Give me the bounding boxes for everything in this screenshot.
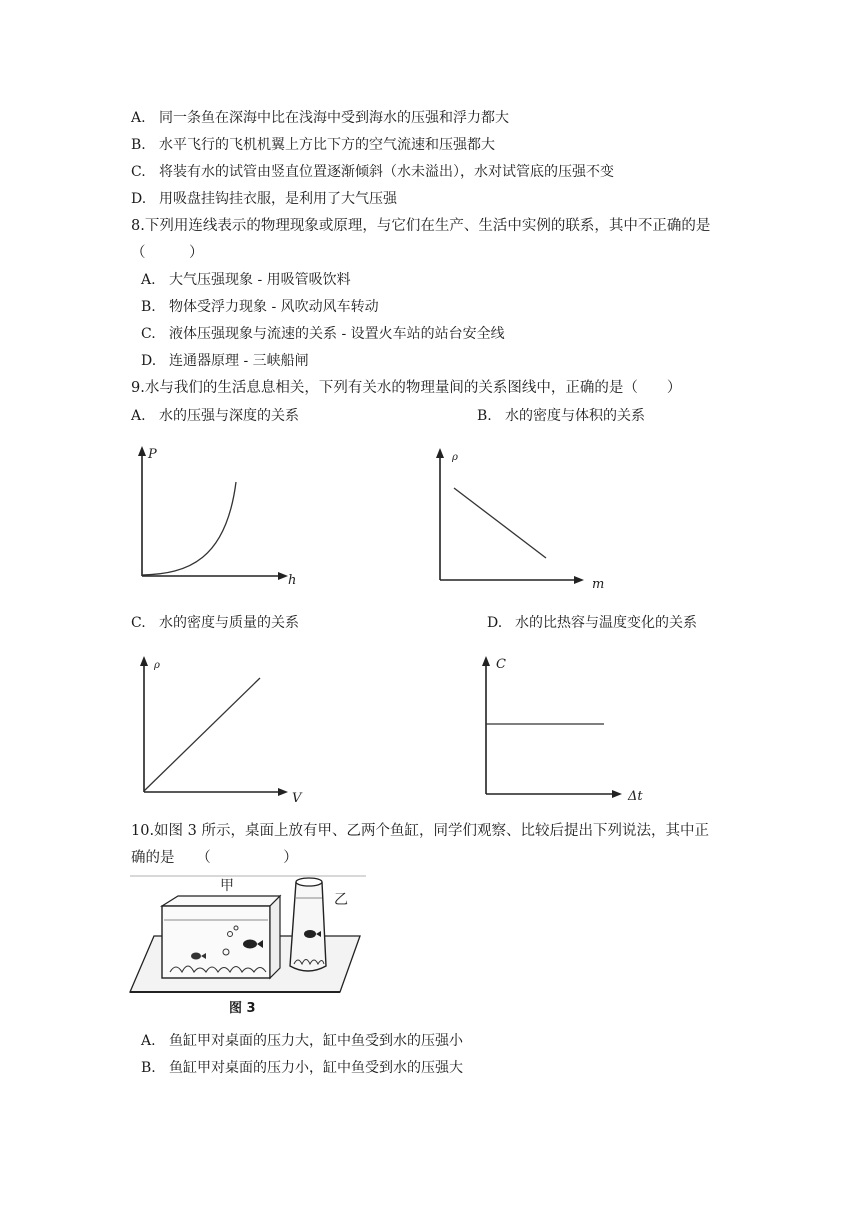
graph-b-x-label: m — [592, 577, 605, 592]
graph-a-y-arrow — [138, 446, 146, 456]
q9-option-c: C. 水的密度与质量的关系 — [131, 615, 299, 631]
graph-d-y-arrow — [482, 656, 490, 666]
graph-c-density-mass — [130, 648, 330, 806]
q10-option-b: B. 鱼缸甲对桌面的压力小，缸中鱼受到水的压强大 — [141, 1060, 463, 1076]
graph-b-x-arrow — [574, 576, 584, 584]
graph-c-x-label: V — [292, 791, 302, 806]
q8-answer-bracket: （ ） — [131, 245, 204, 261]
q7-option-c: C. 将装有水的试管由竖直位置逐渐倾斜（水未溢出），水对试管底的压强不变 — [131, 164, 614, 180]
q7-option-b: B. 水平飞行的飞机机翼上方比下方的空气流速和压强都大 — [131, 137, 495, 153]
q8-option-c: C. 液体压强现象与流速的关系 - 设置火车站的站台安全线 — [141, 326, 505, 342]
graph-d-x-arrow — [612, 790, 622, 798]
graph-a-pressure-depth — [118, 440, 318, 595]
q9-option-b: B. 水的密度与体积的关系 — [477, 408, 645, 424]
graph-d-specific-heat-temperature — [470, 648, 670, 803]
graph-b-density-volume — [428, 440, 628, 595]
graph-d-x-label: Δt — [628, 789, 643, 804]
q8-option-d: D. 连通器原理 - 三峡船闸 — [141, 353, 309, 369]
graph-c-y-label: ρ — [154, 660, 160, 671]
q9-option-d: D. 水的比热容与温度变化的关系 — [487, 615, 697, 631]
figure-3-caption: 图 3 — [229, 1001, 256, 1016]
q8-option-a: A. 大气压强现象 - 用吸管吸饮料 — [141, 272, 351, 288]
q8-stem: 8.下列用连线表示的物理现象或原理，与它们在生产、生活中实例的联系，其中不正确的是 — [131, 218, 711, 234]
figure-3-fish-tanks — [130, 872, 366, 996]
graph-b-y-label: ρ — [452, 452, 458, 463]
q7-option-a: A. 同一条鱼在深海中比在浅海中受到海水的压强和浮力都大 — [131, 110, 509, 126]
q7-option-d: D. 用吸盘挂钩挂衣服，是利用了大气压强 — [131, 191, 397, 207]
graph-a-x-label: h — [288, 573, 297, 588]
q10-stem: 10.如图 3 所示，桌面上放有甲、乙两个鱼缸，同学们观察、比较后提出下列说法，其中正 — [131, 823, 709, 839]
q8-option-b: B. 物体受浮力现象 - 风吹动风车转动 — [141, 299, 379, 315]
graph-b-line — [454, 488, 546, 558]
q9-option-a: A. 水的压强与深度的关系 — [131, 408, 299, 424]
q10-option-a: A. 鱼缸甲对桌面的压力大，缸中鱼受到水的压强小 — [141, 1033, 463, 1049]
graph-c-y-arrow — [140, 656, 148, 666]
q9-stem: 9.水与我们的生活息息相关，下列有关水的物理量间的关系图线中，正确的是（ ） — [131, 380, 682, 396]
label-yi: 乙 — [334, 892, 348, 908]
graph-a-curve — [142, 482, 236, 575]
graph-a-y-label: P — [148, 447, 157, 462]
tank-jia — [162, 896, 280, 978]
label-jia: 甲 — [220, 878, 234, 894]
graph-b-y-arrow — [436, 448, 444, 458]
graph-a-x-arrow — [278, 572, 288, 580]
graph-c-x-arrow — [278, 788, 288, 796]
graph-d-y-label: C — [496, 657, 506, 672]
q10-answer-bracket: 确的是 （ ） — [131, 850, 298, 866]
tank-yi — [290, 878, 326, 971]
graph-c-line — [144, 678, 260, 791]
